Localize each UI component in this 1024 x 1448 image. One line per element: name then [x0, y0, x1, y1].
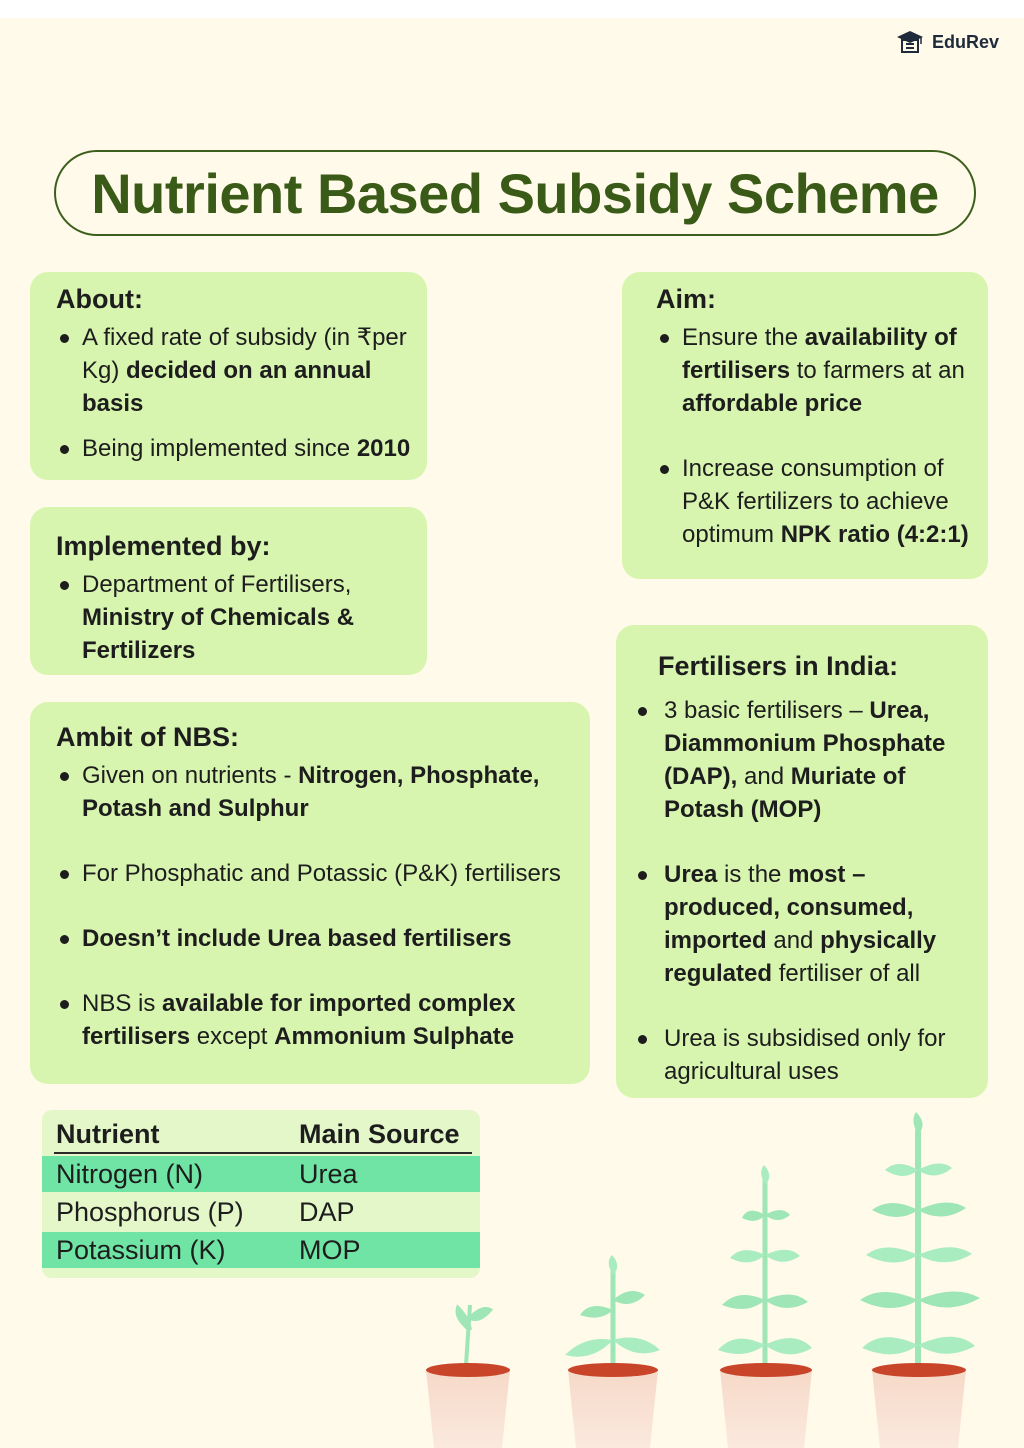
- about-card: [30, 272, 427, 480]
- list-item: [56, 922, 580, 955]
- title-banner: [54, 150, 976, 236]
- item-bold-text: decided on an annual basis: [82, 357, 372, 417]
- about-heading: About:: [56, 284, 143, 314]
- item-bold-text: physically regulated: [664, 927, 937, 987]
- list-item: [56, 321, 417, 420]
- column-header-nutrient: Nutrient: [56, 1119, 160, 1149]
- implemented-by-card: [30, 507, 427, 675]
- item-text: Urea is subsidised only for agricultural uses: [664, 1025, 946, 1085]
- item-text: Increase consumption of P&K fertilizers to achieve optimum: [682, 455, 949, 548]
- seedling-pot-icon: [565, 1255, 660, 1448]
- graduation-cap-icon: [896, 28, 924, 56]
- page-title: Nutrient Based Subsidy Scheme: [91, 161, 939, 225]
- item-bold-text: availability of fertilisers: [682, 324, 957, 384]
- table-cell: Urea: [299, 1158, 358, 1189]
- item-bold-text: Ministry of Chemicals & Fertilizers: [82, 604, 355, 664]
- fertilisers-india-card: [616, 625, 988, 1098]
- table-cell: Potassium (K): [56, 1234, 226, 1265]
- item-bold-text: available for imported complex fertilisers: [82, 990, 516, 1050]
- item-bold-text: Muriate of Potash (MOP): [664, 763, 906, 823]
- implemented-heading: Implemented by:: [56, 531, 271, 561]
- list-item: [656, 321, 978, 420]
- item-bold-text: Doesn’t include Urea based fertilisers: [82, 925, 512, 952]
- plant-growth-illustration: [400, 1110, 1024, 1448]
- list-item: [56, 568, 417, 667]
- item-text: A fixed rate of subsidy (in ₹per Kg): [82, 324, 407, 384]
- item-text: and: [737, 763, 791, 790]
- item-bold-text: Ammonium Sulphate: [274, 1023, 515, 1050]
- ambit-heading: Ambit of NBS:: [56, 722, 239, 752]
- item-text: Given on nutrients -: [82, 762, 299, 789]
- list-item: [56, 432, 417, 465]
- ambit-card: [30, 702, 590, 1084]
- implemented-list: [56, 568, 417, 667]
- item-bold-text: affordable price: [682, 390, 863, 417]
- list-item: [56, 857, 580, 890]
- aim-heading: Aim:: [656, 284, 716, 314]
- table-cell: Phosphorus (P): [56, 1196, 244, 1227]
- column-header-main-source: Main Source: [299, 1119, 460, 1149]
- aim-card: [622, 272, 988, 579]
- table-cell: DAP: [299, 1196, 355, 1227]
- young-plant-pot-icon: [718, 1165, 812, 1448]
- list-item: [658, 1022, 978, 1088]
- fertilisers-list: [658, 694, 978, 1088]
- grown-plant-pot-icon: [860, 1112, 980, 1448]
- list-item: [658, 694, 978, 826]
- table-cell: MOP: [299, 1234, 361, 1265]
- ambit-list: [56, 759, 580, 1053]
- item-text: is the: [717, 861, 789, 888]
- about-list: [56, 321, 417, 465]
- item-text: 3 basic fertilisers –: [664, 697, 870, 724]
- item-text: and: [766, 927, 821, 954]
- item-text: NBS is: [82, 990, 163, 1017]
- item-text: except: [190, 1023, 275, 1050]
- list-item: [56, 759, 580, 825]
- aim-list: [656, 321, 978, 551]
- item-text: Ensure the: [682, 324, 805, 351]
- item-bold-text: NPK ratio (4:2:1): [780, 521, 969, 548]
- brand-logo[interactable]: [896, 26, 999, 58]
- list-item: [56, 987, 580, 1053]
- list-item: [656, 452, 978, 551]
- item-text: For Phosphatic and Potassic (P&K) fertilisers: [82, 860, 561, 887]
- item-text: Being implemented since: [82, 435, 357, 462]
- item-bold-text: Urea, Diammonium Phosphate (DAP),: [664, 697, 946, 790]
- table-cell: Nitrogen (N): [56, 1158, 204, 1189]
- item-text: fertiliser of all: [772, 960, 921, 987]
- top-strip: [0, 0, 1024, 18]
- list-item: [658, 858, 978, 990]
- fertilisers-heading: Fertilisers in India:: [658, 651, 899, 681]
- item-bold-text: Urea: [664, 861, 718, 888]
- item-text: to farmers at an: [790, 357, 965, 384]
- item-text: Department of Fertilisers,: [82, 571, 352, 598]
- brand-name: EduRev: [932, 31, 1000, 52]
- item-bold-text: most – produced, consumed, imported: [664, 861, 914, 954]
- sprout-pot-icon: [426, 1305, 510, 1448]
- item-bold-text: Nitrogen, Phosphate, Potash and Sulphur: [82, 762, 540, 822]
- item-bold-text: 2010: [356, 435, 411, 462]
